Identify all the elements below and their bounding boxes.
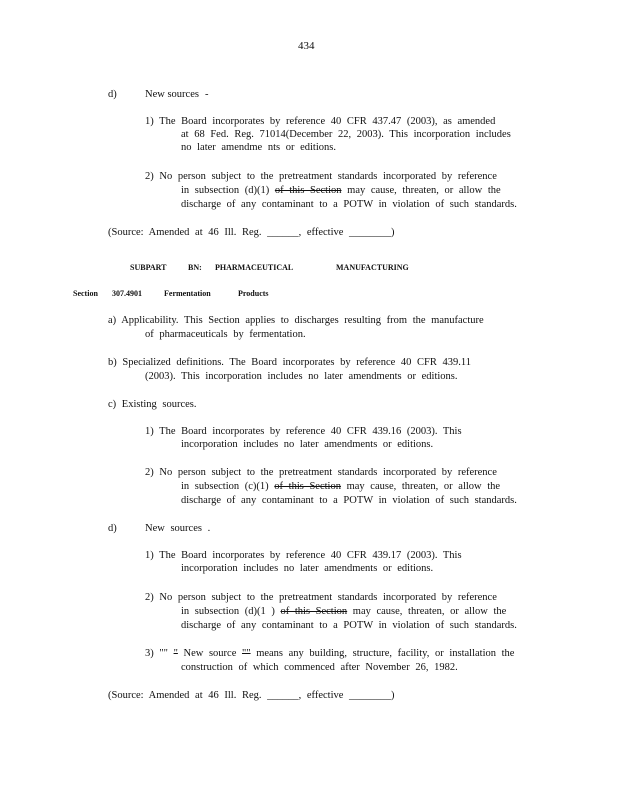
c2-line-2 (181, 481, 500, 493)
item-2-line-1: 2) No person subject to the pretreatment standards incorporated by reference (145, 171, 497, 182)
subsection-d-label: d) (108, 89, 117, 100)
d1-line-2: incorporation includes no later amendments or editions. (181, 563, 434, 574)
subpart-name-1: PHARMACEUTICAL (215, 263, 294, 272)
existing-sources-heading: c) Existing sources. (108, 399, 197, 410)
d2-line-2 (181, 606, 506, 618)
c2-text-a: in subsection (c)(1) (181, 481, 269, 492)
item-2-text-a: in subsection (d)(1) (181, 185, 270, 196)
d3-text-b: New source (183, 648, 237, 659)
source-note-1: (Source: Amended at 46 Ill. Reg. ______, effective ________) (108, 227, 395, 238)
item-2-line-2 (181, 185, 501, 197)
definitions-line-2: (2003). This incorporation includes no later amendments or editions. (145, 371, 458, 382)
section-number: 307.4901 (112, 289, 142, 298)
item-2-line-3: discharge of any contaminant to a POTW in violation of such standards. (181, 199, 517, 210)
d2-struck-text: of this Section (280, 606, 348, 617)
item-1-line-1: 1) The Board incorporates by reference 40 CFR 437.47 (2003), as amended (145, 116, 496, 127)
c2-text-b: may cause, threaten, or allow the (346, 481, 501, 492)
c2-struck-text: of this Section (274, 481, 341, 492)
item-2-struck-text: of this Section (274, 185, 342, 196)
section-title-1: Fermentation (164, 289, 211, 298)
d3-struck-quote: " (173, 648, 178, 659)
d2-text-a: in subsection (d)(1 ) (181, 606, 275, 617)
d3-line-1 (145, 648, 514, 660)
d2-line-3: discharge of any contaminant to a POTW in violation of such standards. (181, 620, 517, 631)
item-1-line-3: no later amendme nts or editions. (181, 142, 336, 153)
subpart-code: BN: (188, 263, 202, 272)
subpart-name-2: MANUFACTURING (336, 263, 409, 272)
applicability-line-2: of pharmaceuticals by fermentation. (145, 329, 306, 340)
c1-line-2: incorporation includes no later amendments or editions. (181, 439, 434, 450)
d3-struck-quotes: "" (241, 648, 251, 659)
d3-line-2: construction of which commenced after November 26, 1982. (181, 662, 458, 673)
d2-text-b: may cause, threaten, or allow the (352, 606, 507, 617)
subpart-label: SUBPART (130, 263, 167, 272)
c2-line-3: discharge of any contaminant to a POTW in violation of such standards. (181, 495, 517, 506)
source-note-2: (Source: Amended at 46 Ill. Reg. ______, effective ________) (108, 690, 395, 701)
item-2-text-b: may cause, threaten, or allow the (347, 185, 501, 196)
subsection-d2-label: d) (108, 523, 117, 534)
item-1-line-2: at 68 Fed. Reg. 71014(December 22, 2003). This incorporation includes (181, 129, 511, 140)
d1-line-1: 1) The Board incorporates by reference 40 CFR 439.17 (2003). This (145, 550, 462, 561)
subsection-d-dash: - (205, 89, 209, 100)
d3-text-a: 3) "" (145, 648, 168, 659)
applicability-line-1: a) Applicability. This Section applies to discharges resulting from the manufacture (108, 315, 484, 326)
subsection-d-title: New sources (145, 89, 199, 100)
page-number: 434 (298, 40, 315, 52)
d3-text-c: means any building, structure, facility, or installation the (256, 648, 515, 659)
d2-line-1: 2) No person subject to the pretreatment standards incorporated by reference (145, 592, 497, 603)
subsection-d2-title: New sources . (145, 523, 211, 534)
section-title-2: Products (238, 289, 269, 298)
definitions-line-1: b) Specialized definitions. The Board incorporates by reference 40 CFR 439.11 (108, 357, 471, 368)
c1-line-1: 1) The Board incorporates by reference 40 CFR 439.16 (2003). This (145, 426, 462, 437)
section-label: Section (73, 289, 98, 298)
c2-line-1: 2) No person subject to the pretreatment standards incorporated by reference (145, 467, 497, 478)
